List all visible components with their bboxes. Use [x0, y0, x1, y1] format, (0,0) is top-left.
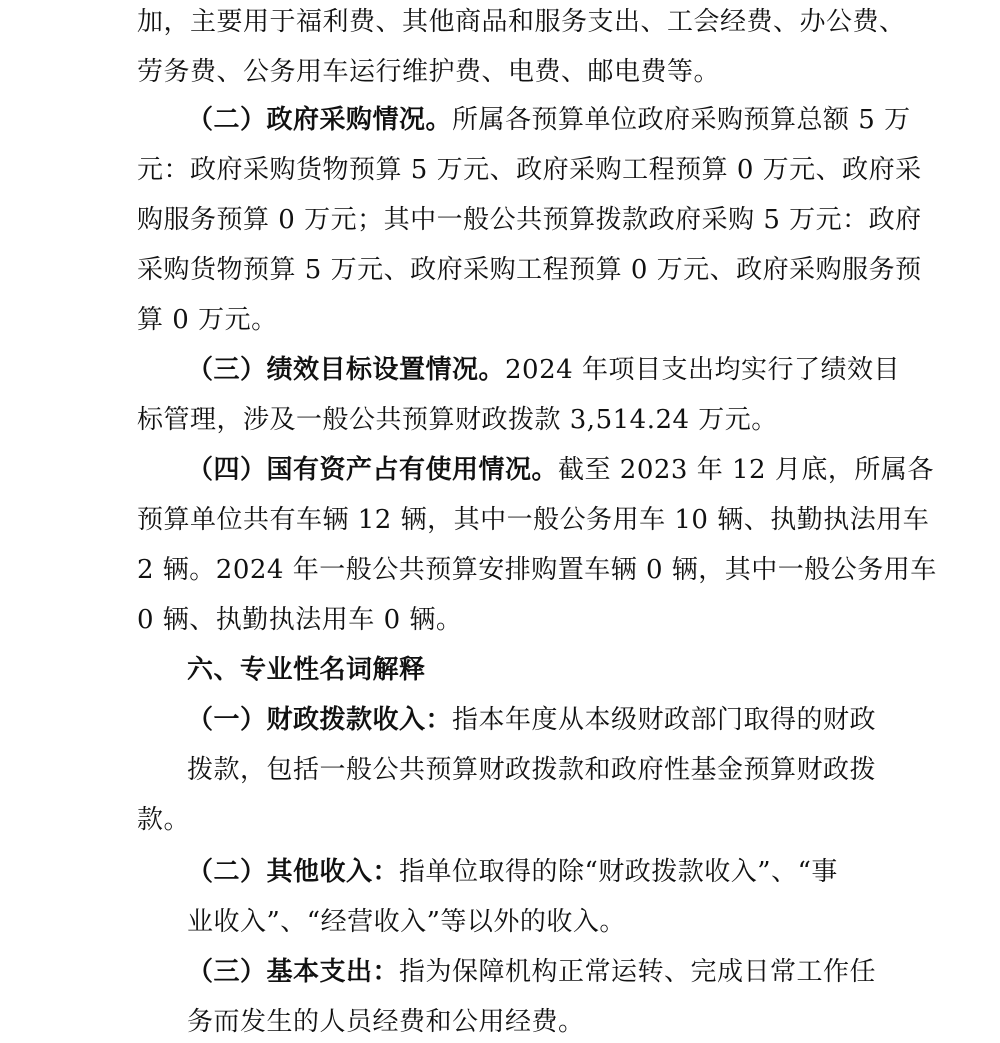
text-line: 业收入”、“经营收入”等以外的收入。	[187, 907, 626, 937]
term-heading: （三）基本支出：	[187, 957, 400, 987]
text-line: （二）政府采购情况。所属各预算单位政府采购预算总额 5 万	[187, 105, 911, 135]
text-line: 采购货物预算 5 万元、政府采购工程预算 0 万元、政府采购服务预	[137, 255, 922, 285]
text-line: 2 辆。2024 年一般公共预算安排购置车辆 0 辆，其中一般公务用车	[137, 555, 937, 585]
text-line: 购服务预算 0 万元；其中一般公共预算拨款政府采购 5 万元：政府	[137, 205, 922, 235]
text-line: 标管理，涉及一般公共预算财政拨款 3,514.24 万元。	[137, 405, 778, 435]
text-line: 加，主要用于福利费、其他商品和服务支出、工会经费、办公费、	[137, 7, 906, 37]
text-line	[187, 654, 426, 686]
text-line: 款。	[137, 805, 191, 835]
text-line: 劳务费、公务用车运行维护费、电费、邮电费等。	[137, 57, 721, 87]
text-line: （一）财政拨款收入：指本年度从本级财政部门取得的财政	[187, 705, 877, 735]
text-line: 0 辆、执勤执法用车 0 辆。	[137, 605, 463, 635]
text-line: 务而发生的人员经费和公用经费。	[187, 1007, 585, 1037]
text-line: 元：政府采购货物预算 5 万元、政府采购工程预算 0 万元、政府采	[137, 155, 922, 185]
term-heading: （二）其他收入：	[187, 857, 400, 887]
section-heading: （四）国有资产占有使用情况。	[187, 455, 559, 485]
text-line: 拨款，包括一般公共预算财政拨款和政府性基金预算财政拨	[187, 755, 877, 785]
chapter-heading: 六、专业性名词解释	[187, 655, 426, 685]
text-line: （四）国有资产占有使用情况。截至 2023 年 12 月底，所属各	[187, 455, 934, 485]
text-line: （三）绩效目标设置情况。2024 年项目支出均实行了绩效目	[187, 355, 900, 385]
term-heading: （一）财政拨款收入：	[187, 705, 453, 735]
text-line: 预算单位共有车辆 12 辆，其中一般公务用车 10 辆、执勤执法用车	[137, 505, 930, 535]
text-line: （二）其他收入：指单位取得的除“财政拨款收入”、“事	[187, 857, 838, 887]
section-heading: （三）绩效目标设置情况。	[187, 355, 506, 385]
text-line: 算 0 万元。	[137, 305, 278, 335]
text-line: （三）基本支出：指为保障机构正常运转、完成日常工作任	[187, 957, 877, 987]
section-heading: （二）政府采购情况。	[187, 105, 453, 135]
